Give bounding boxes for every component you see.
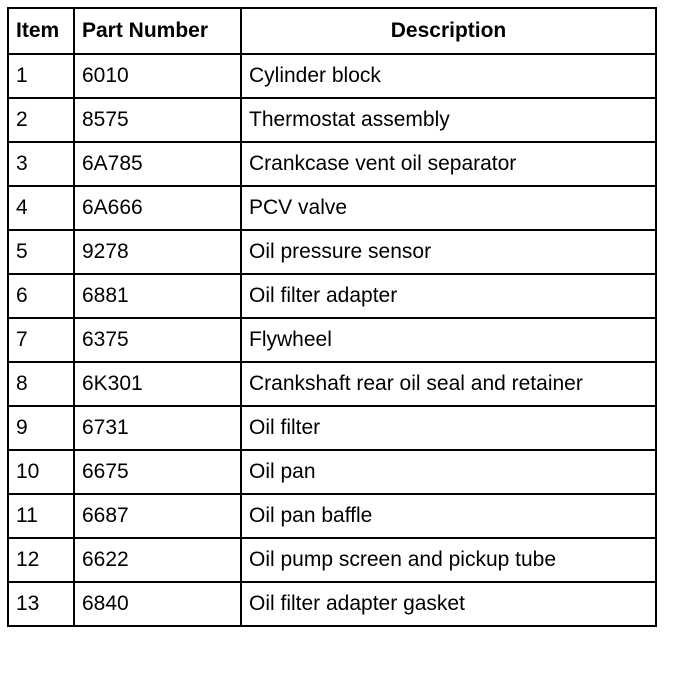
- table-row: [8, 582, 656, 626]
- description-cell: Oil filter: [241, 406, 656, 450]
- description-cell: Oil filter adapter: [241, 274, 656, 318]
- parts-table: [7, 7, 657, 627]
- item-cell: 2: [8, 98, 74, 142]
- table-row: [8, 362, 656, 406]
- part-number-cell: 6A666: [74, 186, 241, 230]
- table-row: [8, 274, 656, 318]
- table-row: [8, 230, 656, 274]
- description-cell: Thermostat assembly: [241, 98, 656, 142]
- part-number-cell: 6A785: [74, 142, 241, 186]
- table-row: [8, 538, 656, 582]
- item-cell: 6: [8, 274, 74, 318]
- table-row: [8, 186, 656, 230]
- table-row: [8, 318, 656, 362]
- description-cell: Oil pan baffle: [241, 494, 656, 538]
- description-cell: Oil pressure sensor: [241, 230, 656, 274]
- description-cell: Cylinder block: [241, 54, 656, 98]
- description-cell: PCV valve: [241, 186, 656, 230]
- part-number-cell: 6687: [74, 494, 241, 538]
- item-cell: 7: [8, 318, 74, 362]
- item-cell: 12: [8, 538, 74, 582]
- description-cell: Oil pump screen and pickup tube: [241, 538, 656, 582]
- part-number-cell: 6622: [74, 538, 241, 582]
- header-description: Description: [241, 8, 656, 54]
- header-row: [8, 8, 656, 54]
- table-row: [8, 98, 656, 142]
- description-cell: Oil pan: [241, 450, 656, 494]
- item-cell: 1: [8, 54, 74, 98]
- part-number-cell: 6731: [74, 406, 241, 450]
- description-cell: Flywheel: [241, 318, 656, 362]
- description-cell: Oil filter adapter gasket: [241, 582, 656, 626]
- item-cell: 13: [8, 582, 74, 626]
- part-number-cell: 9278: [74, 230, 241, 274]
- part-number-cell: 6K301: [74, 362, 241, 406]
- item-cell: 5: [8, 230, 74, 274]
- table-row: [8, 142, 656, 186]
- item-cell: 9: [8, 406, 74, 450]
- header-item: Item: [8, 8, 74, 54]
- header-part-number: Part Number: [74, 8, 241, 54]
- table-body: [8, 54, 656, 626]
- description-cell: Crankshaft rear oil seal and retainer: [241, 362, 656, 406]
- table-row: [8, 494, 656, 538]
- item-cell: 8: [8, 362, 74, 406]
- table-row: [8, 54, 656, 98]
- item-cell: 4: [8, 186, 74, 230]
- part-number-cell: 6840: [74, 582, 241, 626]
- description-cell: Crankcase vent oil separator: [241, 142, 656, 186]
- part-number-cell: 8575: [74, 98, 241, 142]
- table-row: [8, 406, 656, 450]
- part-number-cell: 6010: [74, 54, 241, 98]
- item-cell: 3: [8, 142, 74, 186]
- part-number-cell: 6375: [74, 318, 241, 362]
- part-number-cell: 6675: [74, 450, 241, 494]
- item-cell: 11: [8, 494, 74, 538]
- item-cell: 10: [8, 450, 74, 494]
- table-row: [8, 450, 656, 494]
- part-number-cell: 6881: [74, 274, 241, 318]
